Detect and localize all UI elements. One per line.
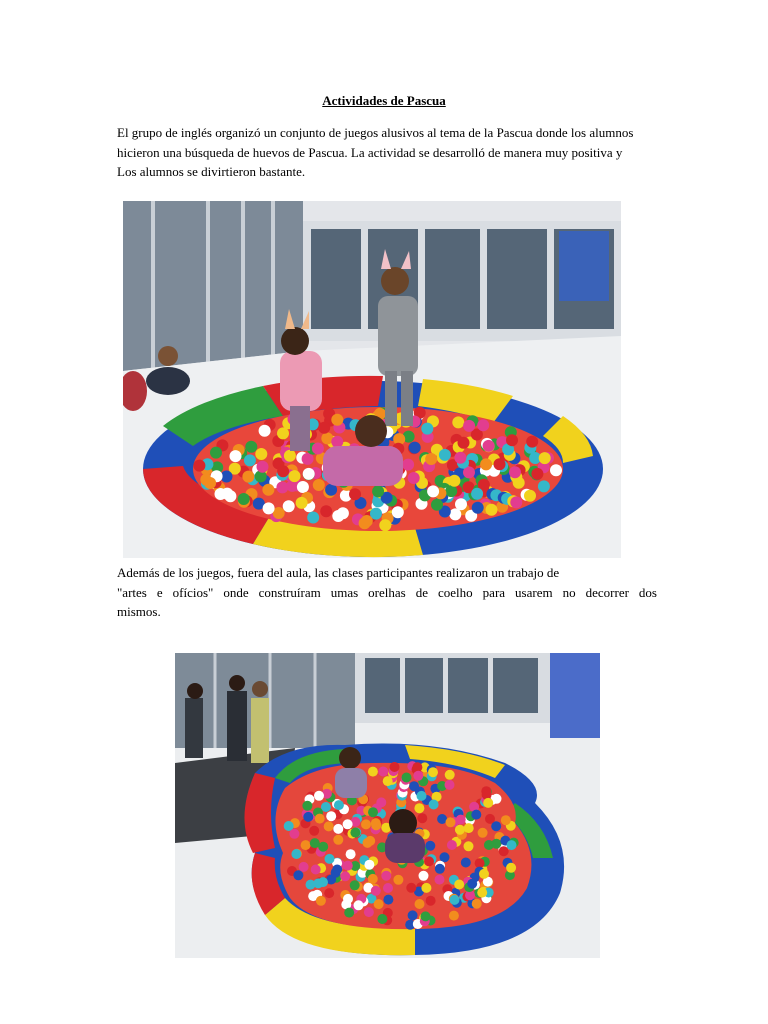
ball-decoration — [509, 466, 521, 478]
ball-decoration — [402, 459, 414, 471]
ball-decoration — [307, 512, 319, 524]
ball-decoration — [456, 815, 466, 825]
ball-decoration — [471, 488, 483, 500]
ball-decoration — [350, 828, 360, 838]
ball-decoration — [406, 883, 416, 893]
ball-decoration — [448, 475, 460, 487]
ball-decoration — [417, 791, 427, 801]
ball-decoration — [316, 896, 326, 906]
ball-decoration — [377, 914, 387, 924]
ball-decoration — [538, 480, 550, 492]
ball-decoration — [284, 450, 296, 462]
ball-decoration — [427, 485, 439, 497]
ball-decoration — [445, 485, 457, 497]
ball-decoration — [276, 481, 288, 493]
ball-decoration — [484, 840, 494, 850]
ball-decoration — [506, 434, 518, 446]
ball-pit-photo-1 — [123, 201, 621, 558]
ball-decoration — [238, 493, 250, 505]
ball-decoration — [368, 874, 378, 884]
ball-decoration — [350, 880, 360, 890]
ball-decoration — [303, 812, 313, 822]
ball-decoration — [277, 427, 289, 439]
ball-decoration — [458, 437, 470, 449]
ball-decoration — [428, 767, 438, 777]
ball-decoration — [331, 436, 343, 448]
ball-decoration — [454, 452, 466, 464]
ball-decoration — [479, 869, 489, 879]
ball-decoration — [506, 863, 516, 873]
ball-decoration — [372, 485, 384, 497]
ball-decoration — [333, 835, 343, 845]
ball-decoration — [471, 810, 481, 820]
ball-decoration — [315, 814, 325, 824]
ball-decoration — [297, 481, 309, 493]
ball-decoration — [343, 819, 353, 829]
ball-decoration — [467, 879, 477, 889]
ball-decoration — [344, 908, 354, 918]
ball-decoration — [263, 502, 275, 514]
ball-decoration — [289, 829, 299, 839]
intro-line-3: Los alumnos se divirtieron bastante. — [117, 164, 306, 179]
intro-line-2: hicieron una búsqueda de huevos de Pascua. La actividad se desarrolló de manera muy positiva y — [117, 144, 623, 160]
ball-decoration — [314, 791, 324, 801]
ball-decoration — [449, 508, 461, 520]
ball-decoration — [193, 460, 205, 472]
ball-decoration — [463, 420, 475, 432]
ball-decoration — [312, 443, 324, 455]
ball-decoration — [262, 484, 274, 496]
ball-decoration — [381, 871, 391, 881]
ball-decoration — [313, 878, 323, 888]
crafts-paragraph — [117, 563, 657, 622]
ball-decoration — [332, 865, 342, 875]
ball-decoration — [368, 767, 378, 777]
ball-decoration — [477, 888, 487, 898]
ball-decoration — [215, 488, 227, 500]
ball-decoration — [408, 472, 420, 484]
ball-decoration — [302, 801, 312, 811]
ball-decoration — [374, 899, 384, 909]
ball-decoration — [255, 448, 267, 460]
ball-decoration — [340, 871, 350, 881]
ball-decoration — [244, 454, 256, 466]
ball-decoration — [510, 496, 522, 508]
ball-decoration — [439, 449, 451, 461]
ball-decoration — [371, 820, 381, 830]
ball-decoration — [472, 899, 482, 909]
ball-decoration — [334, 800, 344, 810]
ball-decoration — [337, 507, 349, 519]
ball-decoration — [326, 811, 336, 821]
ball-decoration — [486, 504, 498, 516]
ball-decoration — [301, 840, 311, 850]
ball-decoration — [371, 886, 381, 896]
ball-decoration — [464, 841, 474, 851]
ball-decoration — [513, 477, 525, 489]
ball-decoration — [449, 911, 459, 921]
ball-decoration — [325, 854, 335, 864]
ball-decoration — [435, 875, 445, 885]
ball-decoration — [455, 498, 467, 510]
ball-decoration — [392, 506, 404, 518]
ball-decoration — [524, 490, 536, 502]
ball-decoration — [368, 807, 378, 817]
ball-decoration — [454, 880, 464, 890]
ball-pit-photo-2 — [175, 653, 600, 958]
ball-decoration — [309, 826, 319, 836]
ball-decoration — [419, 871, 429, 881]
ball-decoration — [447, 840, 457, 850]
ball-decoration — [435, 864, 445, 874]
ball-decoration — [421, 423, 433, 435]
ball-decoration — [364, 860, 374, 870]
ball-decoration — [421, 911, 431, 921]
ball-decoration — [393, 875, 403, 885]
ball-decoration — [485, 814, 495, 824]
ball-decoration — [483, 798, 493, 808]
ball-decoration — [359, 517, 371, 529]
ball-decoration — [483, 440, 495, 452]
ball-decoration — [480, 458, 492, 470]
ball-decoration — [210, 447, 222, 459]
ball-decoration — [257, 461, 269, 473]
ball-decoration — [230, 450, 242, 462]
ball-decoration — [349, 488, 361, 500]
intro-line-1: El grupo de inglés organizó un conjunto de juegos alusivos al tema de la Pascua donde los alumnos — [117, 125, 634, 140]
crafts-line-2: "artes e ofícios" onde construíram umas orelhas de coelho para usarem no decorrer dos — [117, 584, 657, 600]
page-title: Actividades de Pascua — [322, 93, 446, 108]
ball-decoration — [413, 771, 423, 781]
ball-decoration — [429, 800, 439, 810]
ball-decoration — [383, 895, 393, 905]
ball-decoration — [426, 896, 436, 906]
ball-decoration — [431, 499, 443, 511]
ball-decoration — [299, 862, 309, 872]
ball-decoration — [494, 458, 506, 470]
ball-decoration — [361, 819, 371, 829]
ball-decoration — [364, 907, 374, 917]
ball-decoration — [440, 852, 450, 862]
ball-decoration — [408, 910, 418, 920]
ball-decoration — [414, 803, 424, 813]
ball-decoration — [259, 425, 271, 437]
ball-decoration — [204, 477, 216, 489]
ball-decoration — [501, 815, 511, 825]
ball-decoration — [445, 780, 455, 790]
ball-decoration — [499, 846, 509, 856]
ball-decoration — [464, 823, 474, 833]
ball-decoration — [378, 767, 388, 777]
ball-decoration — [303, 468, 315, 480]
ball-decoration — [379, 519, 391, 531]
ball-decoration — [242, 471, 254, 483]
ball-decoration — [383, 883, 393, 893]
ball-decoration — [477, 419, 489, 431]
ball-decoration — [310, 838, 320, 848]
ball-decoration — [296, 497, 308, 509]
crafts-line-1: Además de los juegos, fuera del aula, las clases participantes realizaron un trabajo de — [117, 565, 560, 580]
intro-paragraph — [117, 123, 657, 182]
ball-decoration — [383, 776, 393, 786]
ball-decoration — [283, 500, 295, 512]
ball-decoration — [343, 894, 353, 904]
ball-decoration — [472, 502, 484, 514]
ball-decoration — [446, 817, 456, 827]
ball-decoration — [461, 858, 471, 868]
ball-pit-photo-2-image — [175, 653, 600, 958]
ball-decoration — [424, 856, 434, 866]
crafts-line-3: mismos. — [117, 604, 161, 619]
ball-decoration — [289, 470, 301, 482]
ball-decoration — [318, 422, 330, 434]
ball-decoration — [390, 762, 400, 772]
ball-decoration — [365, 836, 375, 846]
ball-decoration — [302, 453, 314, 465]
ball-decoration — [478, 828, 488, 838]
ball-decoration — [376, 797, 386, 807]
ball-decoration — [425, 841, 435, 851]
ball-decoration — [311, 865, 321, 875]
ball-decoration — [415, 899, 425, 909]
ball-decoration — [402, 773, 412, 783]
ball-decoration — [277, 465, 289, 477]
ball-decoration — [421, 883, 431, 893]
ball-decoration — [324, 888, 334, 898]
ball-decoration — [354, 900, 364, 910]
ball-decoration — [539, 452, 551, 464]
ball-decoration — [313, 479, 325, 491]
ball-decoration — [245, 441, 257, 453]
ball-decoration — [320, 505, 332, 517]
ball-decoration — [324, 821, 334, 831]
ball-decoration — [526, 436, 538, 448]
ball-decoration — [550, 464, 562, 476]
ball-decoration — [346, 849, 356, 859]
ball-decoration — [450, 895, 460, 905]
ball-decoration — [293, 870, 303, 880]
ball-decoration — [507, 840, 517, 850]
ball-decoration — [331, 414, 343, 426]
ball-decoration — [409, 442, 421, 454]
ball-decoration — [452, 416, 464, 428]
ball-decoration — [333, 824, 343, 834]
ball-pit-photo-1-image — [123, 201, 621, 558]
ball-decoration — [291, 849, 301, 859]
ball-decoration — [343, 861, 353, 871]
ball-decoration — [425, 453, 437, 465]
ball-decoration — [531, 468, 543, 480]
ball-decoration — [445, 770, 455, 780]
ball-decoration — [412, 762, 422, 772]
ball-decoration — [417, 813, 427, 823]
